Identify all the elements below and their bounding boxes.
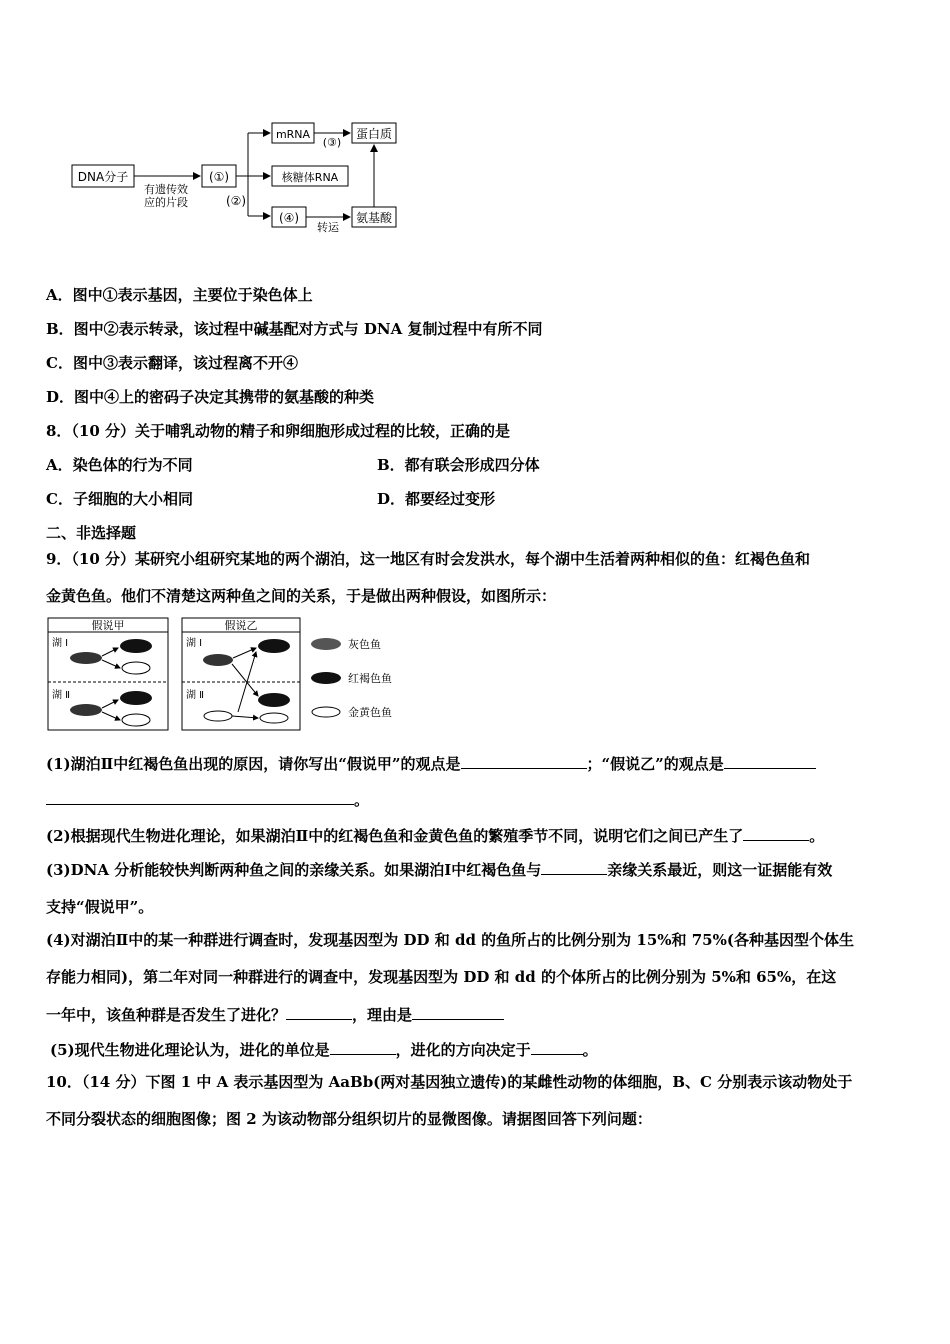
q9-p1-text-a: (1)湖泊Ⅱ中红褐色鱼出现的原因，请你写出“假说甲”的观点是 [46,755,461,773]
fish-red [258,693,290,707]
q9-p5-end: 。 [582,1041,598,1059]
fish-gray [203,654,233,666]
q9-p5-text-a: (5)现代生物进化理论认为，进化的单位是 [50,1041,330,1059]
q8-option-a: A．染色体的行为不同 [46,456,193,474]
q8-stem: 8．（10 分）关于哺乳动物的精子和卵细胞形成过程的比较，正确的是 [46,422,511,440]
q9-part1-line2 [46,789,369,810]
legend-gold-fish-icon [312,707,340,717]
dna-label: DNA分子 [77,170,129,184]
fish-gray [70,652,102,664]
answer-blank-6[interactable] [412,1004,504,1020]
q8-option-c: C．子细胞的大小相同 [46,490,193,508]
hyp-a-title: 假说甲 [91,619,125,632]
q9-p4-text-c: 一年中，该鱼种群是否发生了进化？ [46,1006,287,1024]
answer-blank-4[interactable] [541,859,607,875]
fish-gold [122,714,150,726]
q8-option-b: B．都有联会形成四分体 [377,456,540,474]
q9-p4-text-d: ，理由是 [352,1006,413,1024]
q9-p2-end: 。 [809,827,825,845]
step2-label: (②) [225,194,247,208]
hyp-b-lake1: 湖 Ⅰ [186,638,203,649]
q9-part1-line1 [46,753,816,774]
legend-gray: 灰色鱼 [348,638,381,651]
section-title: 二、非选择题 [46,524,137,542]
q9-part5 [50,1039,598,1060]
q9-part4-line3 [46,1004,504,1025]
answer-blank-2b[interactable] [46,789,354,805]
q9-p5-text-b: ，进化的方向决定于 [395,1041,531,1059]
node4-label: (④) [278,211,300,225]
q9-part3-line2: 支持“假说甲”。 [46,898,154,916]
segment-label-1: 有遗传效 [144,183,188,196]
q9-part4-line1: (4)对湖泊Ⅱ中的某一种群进行调查时，发现基因型为 DD 和 dd 的鱼所占的比例分别为 15%和 75%(各种基因型个体生 [46,931,854,949]
fish-gold [122,662,150,674]
q9-p3-text-b: 亲缘关系最近，则这一证据能有效 [607,861,833,879]
q9-p1-end: 。 [354,791,370,809]
rrna-label: 核糖体RNA [281,171,339,184]
q7-option-c: C．图中③表示翻译，该过程离不开④ [46,354,298,372]
segment-label-2: 应的片段 [144,196,188,209]
node1-label: (①) [208,170,230,184]
fish-gold [204,711,232,721]
q10-line2: 不同分裂状态的细胞图像；图 2 为该动物部分组织切片的显微图像。请据图回答下列问题： [46,1110,652,1128]
hyp-b-title: 假说乙 [224,619,258,632]
q9-stem-1: 9．（10 分）某研究小组研究某地的两个湖泊，这一地区有时会发洪水，每个湖中生活着两种相似的鱼：红褐色鱼和 [46,550,811,568]
fish-red [120,691,152,705]
q9-p2-text: (2)根据现代生物进化理论，如果湖泊Ⅱ中的红褐色鱼和金黄色鱼的繁殖季节不同，说明它们之间已产生了 [46,827,744,845]
hyp-b-lake2: 湖 Ⅱ [186,690,205,701]
q9-stem-2: 金黄色鱼。他们不清楚这两种鱼之间的关系，于是做出两种假设，如图所示： [46,587,557,605]
fish-gold [260,713,288,723]
q8-option-d: D．都要经过变形 [377,490,496,508]
fish-hypothesis-figure [46,616,426,734]
legend-gray-fish-icon [311,638,341,650]
legend-gold: 金黄色鱼 [348,706,392,719]
amino-label: 氨基酸 [355,211,393,225]
q9-p3-text-a: (3)DNA 分析能较快判断两种鱼之间的亲缘关系。如果湖泊Ⅰ中红褐色鱼与 [46,861,542,879]
q7-option-d: D．图中④上的密码子决定其携带的氨基酸的种类 [46,388,375,406]
q7-option-b: B．图中②表示转录，该过程中碱基配对方式与 DNA 复制过程中有所不同 [46,320,543,338]
mrna-label: mRNA [275,128,311,141]
legend-red: 红褐色鱼 [348,672,392,685]
step3-label: (③) [322,136,342,149]
protein-label: 蛋白质 [355,127,393,141]
q9-part3-line1 [46,859,832,880]
q9-p1-text-b: ；“假说乙”的观点是 [586,755,724,773]
answer-blank-2[interactable] [724,753,816,769]
fish-gray [70,704,102,716]
answer-blank-5[interactable] [286,1004,352,1020]
gene-expression-diagram [60,115,420,240]
answer-blank-3[interactable] [743,825,809,841]
q9-part2 [46,825,824,846]
legend-red-fish-icon [311,672,341,684]
hyp-a-lake2: 湖 Ⅱ [52,690,71,701]
q9-part4-line2: 存能力相同)，第二年对同一种群进行的调查中，发现基因型为 DD 和 dd 的个体所占的比例分别为 5%和 65%，在这 [46,968,837,986]
answer-blank-1[interactable] [461,753,587,769]
answer-blank-7[interactable] [330,1039,396,1055]
q7-option-a: A．图中①表示基因，主要位于染色体上 [46,286,313,304]
fish-red [258,639,290,653]
q10-line1: 10．（14 分）下图 1 中 A 表示基因型为 AaBb(两对基因独立遗传)的某雌性动物的体细胞，B、C 分别表示该动物处于 [46,1073,853,1091]
answer-blank-8[interactable] [531,1039,583,1055]
hyp-a-lake1: 湖 Ⅰ [52,638,69,649]
fish-red [120,639,152,653]
transport-label: 转运 [317,221,339,234]
